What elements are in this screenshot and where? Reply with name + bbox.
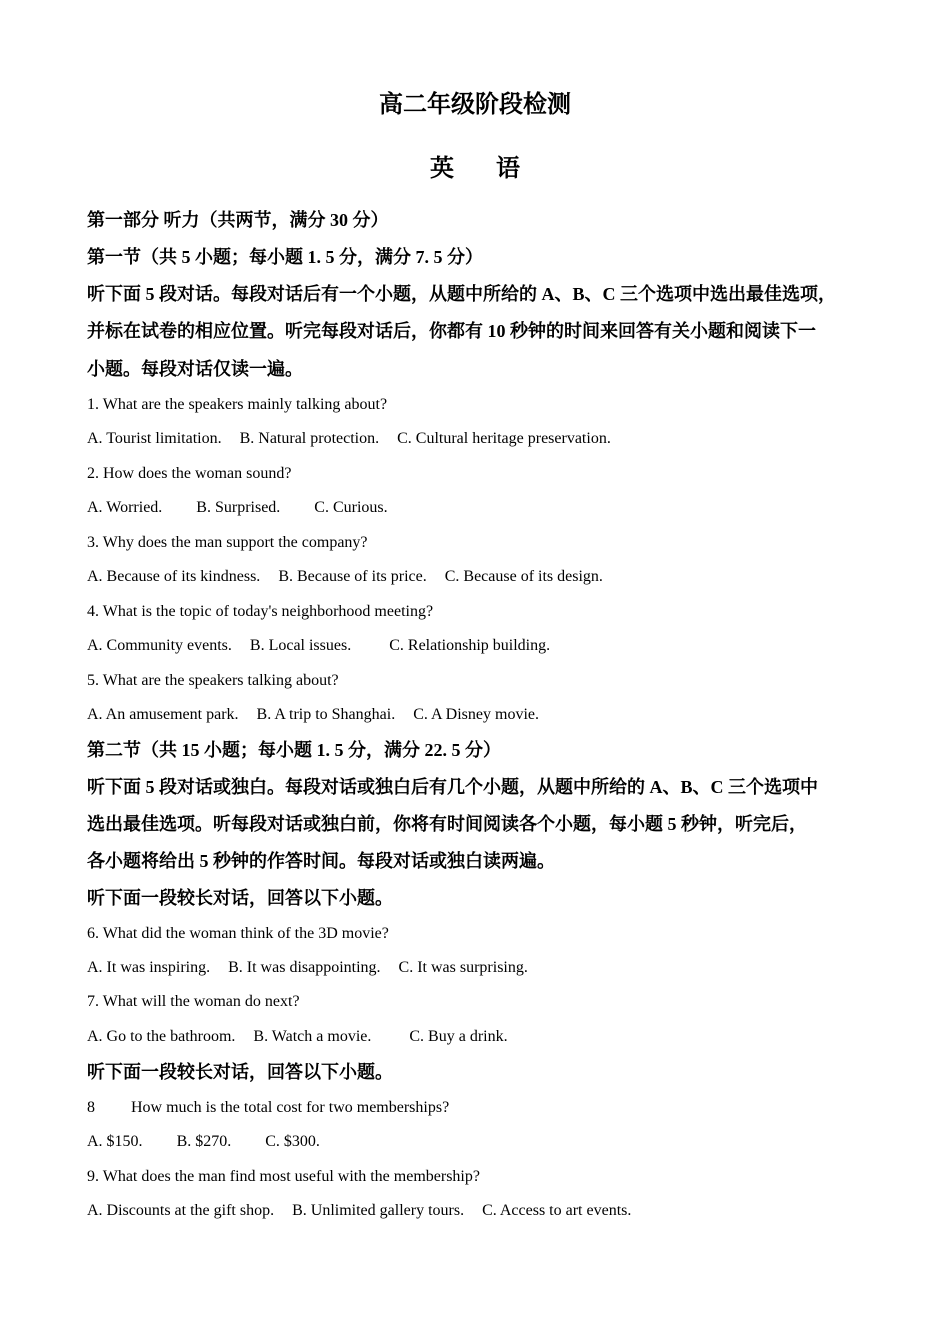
question-1-options xyxy=(87,427,877,451)
option-b: B. Watch a movie. xyxy=(253,1028,372,1045)
option-c: C. Curious. xyxy=(314,499,388,516)
long-dialogue-heading-1: 听下面一段较长对话，回答以下小题。 xyxy=(87,888,393,908)
question-2: 2. How does the woman sound? xyxy=(87,465,292,482)
question-7: 7. What will the woman do next? xyxy=(87,993,300,1010)
question-9: 9. What does the man find most useful with the membership? xyxy=(87,1168,480,1185)
option-a: A. Worried. xyxy=(87,499,163,516)
question-5: 5. What are the speakers talking about? xyxy=(87,672,339,689)
option-a: A. Community events. xyxy=(87,637,232,654)
option-b: B. Local issues. xyxy=(249,637,352,654)
option-a: A. An amusement park. xyxy=(87,706,239,723)
option-c: C. A Disney movie. xyxy=(413,706,539,723)
option-b: B. Surprised. xyxy=(196,499,281,516)
instructions1-line3: 小题。每段对话仅读一遍。 xyxy=(87,359,303,379)
exam-title: 高二年级阶段检测 xyxy=(379,92,571,118)
question-text: How much is the total cost for two memberships? xyxy=(131,1099,450,1116)
question-4: 4. What is the topic of today's neighborhood meeting? xyxy=(87,603,434,620)
option-c: C. It was surprising. xyxy=(398,959,528,976)
option-a: A. Because of its kindness. xyxy=(87,568,261,585)
instructions2-line2: 选出最佳选项。听每段对话或独白前，你将有时间阅读各个小题，每小题 5 秒钟，听完后， xyxy=(87,814,807,834)
question-9-options xyxy=(87,1199,877,1223)
instructions2-line1: 听下面 5 段对话或独白。每段对话或独白后有几个小题，从题中所给的 A、B、C 三个选项中 xyxy=(87,777,818,797)
question-3: 3. Why does the man support the company? xyxy=(87,534,368,551)
section2-heading: 第二节（共 15 小题；每小题 1. 5 分，满分 22. 5 分） xyxy=(87,740,501,760)
long-dialogue-heading-2: 听下面一段较长对话，回答以下小题。 xyxy=(87,1062,393,1082)
question-number: 8 xyxy=(87,1099,95,1116)
question-8 xyxy=(87,1096,877,1120)
option-c: C. $300. xyxy=(265,1133,320,1150)
part1-heading: 第一部分 听力（共两节，满分 30 分） xyxy=(87,210,389,230)
option-c: C. Relationship building. xyxy=(389,637,551,654)
option-a: A. $150. xyxy=(87,1133,143,1150)
option-b: B. Because of its price. xyxy=(278,568,427,585)
option-a: A. It was inspiring. xyxy=(87,959,211,976)
question-3-options xyxy=(87,565,877,589)
option-b: B. It was disappointing. xyxy=(228,959,381,976)
instructions1-line1: 听下面 5 段对话。每段对话后有一个小题，从题中所给的 A、B、C 三个选项中选出最佳选项， xyxy=(87,284,836,304)
subject-title: 英 语 xyxy=(430,156,538,182)
question-6-options xyxy=(87,956,877,980)
option-b: B. Unlimited gallery tours. xyxy=(292,1202,465,1219)
question-4-options xyxy=(87,634,877,658)
option-b: B. $270. xyxy=(176,1133,232,1150)
option-c: C. Access to art events. xyxy=(482,1202,632,1219)
option-a: A. Go to the bathroom. xyxy=(87,1028,236,1045)
instructions2-line3: 各小题将给出 5 秒钟的作答时间。每段对话或独白读两遍。 xyxy=(87,851,555,871)
option-c: C. Because of its design. xyxy=(444,568,603,585)
instructions1-line2: 并标在试卷的相应位置。听完每段对话后，你都有 10 秒钟的时间来回答有关小题和阅读下一 xyxy=(87,321,816,341)
option-a: A. Discounts at the gift shop. xyxy=(87,1202,275,1219)
option-c: C. Buy a drink. xyxy=(409,1028,508,1045)
question-1: 1. What are the speakers mainly talking about? xyxy=(87,396,388,413)
question-6: 6. What did the woman think of the 3D movie? xyxy=(87,925,389,942)
section1-heading: 第一节（共 5 小题；每小题 1. 5 分，满分 7. 5 分） xyxy=(87,247,483,267)
option-b: B. A trip to Shanghai. xyxy=(256,706,396,723)
option-b: B. Natural protection. xyxy=(239,430,380,447)
option-c: C. Cultural heritage preservation. xyxy=(397,430,611,447)
question-5-options xyxy=(87,703,877,727)
question-7-options xyxy=(87,1025,877,1049)
question-2-options xyxy=(87,496,877,520)
question-8-options xyxy=(87,1130,877,1154)
option-a: A. Tourist limitation. xyxy=(87,430,222,447)
